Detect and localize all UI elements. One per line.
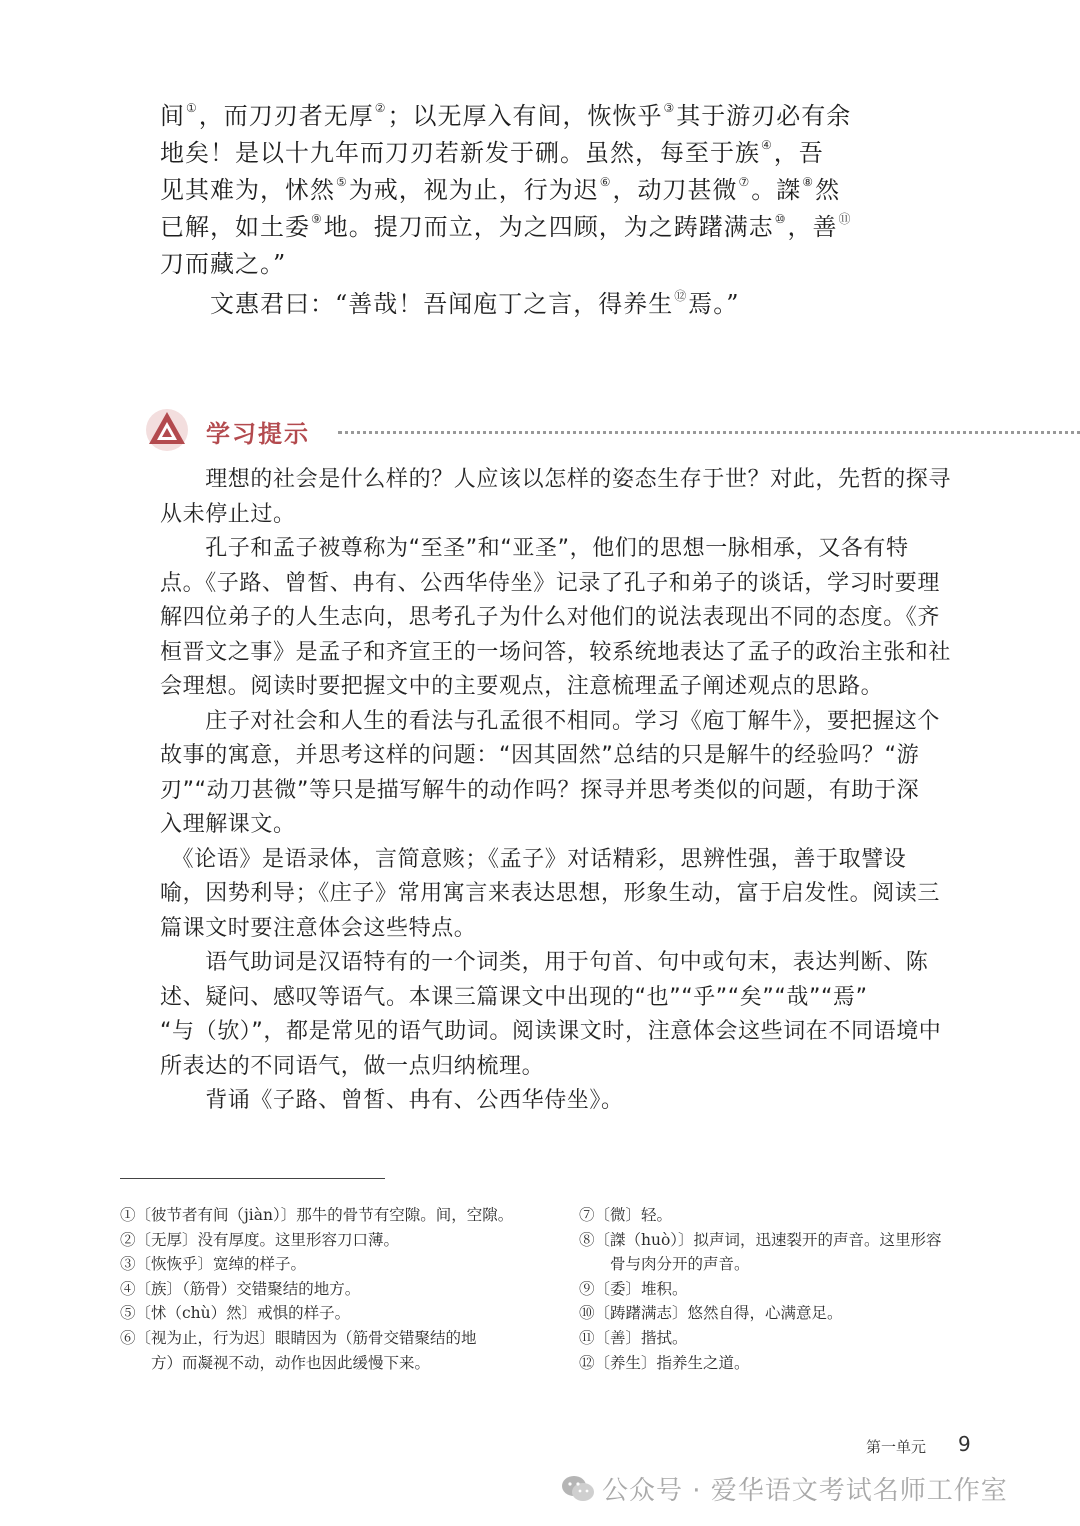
text-run: 为戒，视为止，行为迟: [348, 176, 599, 204]
text-run: 。謋: [751, 176, 802, 204]
text-run: ，善: [787, 213, 838, 241]
tip-line: 庄子对社会和人生的看法与孔孟很不相同。学习《庖丁解牛》，要把握这个: [160, 708, 941, 734]
text-run: ，而刀刃者无厚: [198, 102, 374, 130]
tip-line: 桓晋文之事》是孟子和齐宣王的一场问答，较系统地表达了孟子的政治主张和社: [160, 639, 952, 665]
watermark-text: 公众号 · 爱华语文考试名师工作室: [602, 1476, 1008, 1506]
footnote-item: ⑨〔委〕堆积。: [579, 1279, 688, 1298]
tip-line: 故事的寓意，并思考这样的问题：“因其固然”总结的只是解牛的经验吗？“游: [160, 743, 920, 768]
text-run: 地。提刀而立，为之四顾，为之踌躇满志: [323, 213, 774, 241]
footnote-ref[interactable]: ②: [374, 101, 387, 115]
footnote-ref[interactable]: ⑩: [774, 212, 787, 226]
text-run: 见其难为，怵然: [160, 176, 335, 204]
tip-line: “与（欤）”，都是常见的语气助词。阅读课文时，注意体会这些词在不同语境中: [160, 1019, 942, 1044]
footnote-item: ④〔族〕（筋骨）交错聚结的地方。: [120, 1279, 361, 1298]
wechat-icon: [560, 1474, 596, 1504]
study-tips-body: [160, 463, 952, 1119]
footnote-item: 骨与肉分开的声音。: [610, 1255, 750, 1274]
footnote-ref[interactable]: ⑪: [838, 212, 852, 226]
footnote-item: ⑫〔养生〕指养生之道。: [579, 1353, 750, 1372]
tip-line: 语气助词是汉语特有的一个词类，用于句首、句中或句末，表达判断、陈: [160, 950, 929, 975]
footnote-ref[interactable]: ①: [186, 101, 198, 115]
study-tips-header: [143, 406, 983, 454]
text-run: 其于游刃必有余: [676, 102, 852, 130]
footnote-item: ⑪〔善〕揩拭。: [579, 1328, 688, 1347]
watermark: [560, 1470, 1008, 1510]
tip-line: 《论语》是语录体，言简意赅；《孟子》对话精彩，思辨性强，善于取譬设: [160, 846, 907, 872]
footnote-item: ⑥〔视为止，行为迟〕眼睛因为（筋骨交错聚结的地: [120, 1328, 477, 1347]
tip-line: 喻，因势利导；《庄子》常用寓言来表达思想，形象生动，富于启发性。阅读三: [160, 881, 941, 906]
passage-line: [160, 135, 824, 172]
footnote-ref[interactable]: ④: [761, 138, 773, 152]
text-run: 刀而藏之。”: [160, 250, 287, 278]
footnote-ref[interactable]: ⑦: [738, 175, 751, 189]
footnote-item: ⑦〔微〕轻。: [579, 1206, 673, 1224]
footnotes-right: [579, 1203, 999, 1375]
footnote-item: ⑤〔怵（chù）然〕戒惧的样子。: [120, 1304, 351, 1323]
text-run: ；以无厚入有间，恢恢乎: [387, 102, 663, 130]
passage-line: [160, 209, 852, 246]
footnote-ref[interactable]: ⑨: [311, 212, 323, 226]
section-title: 学习提示: [206, 420, 310, 448]
tip-line: 会理想。阅读时要把握文中的主要观点，注意梳理孟子阐述观点的思路。: [160, 674, 884, 699]
text-run: 间: [160, 102, 185, 130]
tip-line: 孔子和孟子被尊称为“至圣”和“亚圣”，他们的思想一脉相承，又各有特: [160, 536, 909, 561]
text-run: 文惠君曰：“善哉！吾闻庖丁之言，得养生: [210, 290, 674, 318]
footnote-ref[interactable]: ⑧: [802, 175, 815, 189]
footnote-ref[interactable]: ⑥: [599, 175, 612, 189]
passage-line: [160, 172, 841, 209]
passage-line: [160, 286, 760, 323]
footnote-ref[interactable]: ③: [663, 101, 676, 115]
tip-line: 解四位弟子的人生志向，思考孔子为什么对他们的说法表现出不同的态度。《齐: [160, 605, 941, 630]
tip-line: 理想的社会是什么样的？人应该以怎样的姿态生存于世？对此，先哲的探寻: [160, 467, 952, 492]
text-run: 然: [815, 176, 841, 204]
footnote-item: ③〔恢恢乎〕宽绰的样子。: [120, 1255, 307, 1274]
tip-line: 入理解课文。: [160, 812, 296, 837]
footnote-divider: [120, 1178, 385, 1179]
footnote-ref[interactable]: ⑤: [336, 175, 348, 189]
text-run: 焉。”: [688, 290, 740, 318]
footnote-item: ⑧〔謋（huò）〕拟声词，迅速裂开的声音。这里形容: [579, 1230, 942, 1249]
tip-line: 从未停止过。: [160, 501, 296, 527]
passage-line: [160, 98, 852, 135]
unit-label: 第一单元: [866, 1438, 927, 1456]
passage-line: [160, 246, 760, 283]
tip-line: 背诵《子路、曾皙、冉有、公西华侍坐》。: [160, 1088, 624, 1113]
dotted-divider: [338, 431, 1080, 434]
footnote-item: 方）而凝视不动，动作也因此缓慢下来。: [151, 1353, 431, 1372]
tip-line: 所表达的不同语气，做一点归纳梳理。: [160, 1053, 545, 1079]
footnote-ref[interactable]: ⑫: [674, 289, 688, 303]
text-run: ，动刀甚微: [612, 176, 738, 204]
text-run: ，吾: [773, 139, 824, 167]
footnotes-left: [120, 1203, 540, 1375]
tip-line: 篇课文时要注意体会这些特点。: [160, 915, 477, 941]
text-run: 已解，如土委: [160, 213, 310, 241]
text-run: 地矣！是以十九年而刀刃若新发于硎。虽然，每至于族: [160, 139, 760, 167]
tip-line: 述、疑问、感叹等语气。本课三篇课文中出现的“也”“乎”“矣”“哉”“焉”: [160, 984, 868, 1010]
triangle-emblem-icon: [143, 406, 191, 454]
tip-line: 点。《子路、曾皙、冉有、公西华侍坐》记录了孔子和弟子的谈话，学习时要理: [160, 570, 941, 596]
footnote-item: ②〔无厚〕没有厚度。这里形容刀口薄。: [120, 1230, 400, 1249]
passage-text: [160, 98, 852, 323]
footnote-item: ①〔彼节者有间（jiàn）〕那牛的骨节有空隙。间，空隙。: [120, 1206, 514, 1224]
footnote-item: ⑩〔踌躇满志〕悠然自得，心满意足。: [579, 1304, 843, 1323]
page-number: 9: [958, 1432, 971, 1456]
tip-line: 刃”“动刀甚微”等只是描写解牛的动作吗？探寻并思考类似的问题，有助于深: [160, 777, 920, 803]
